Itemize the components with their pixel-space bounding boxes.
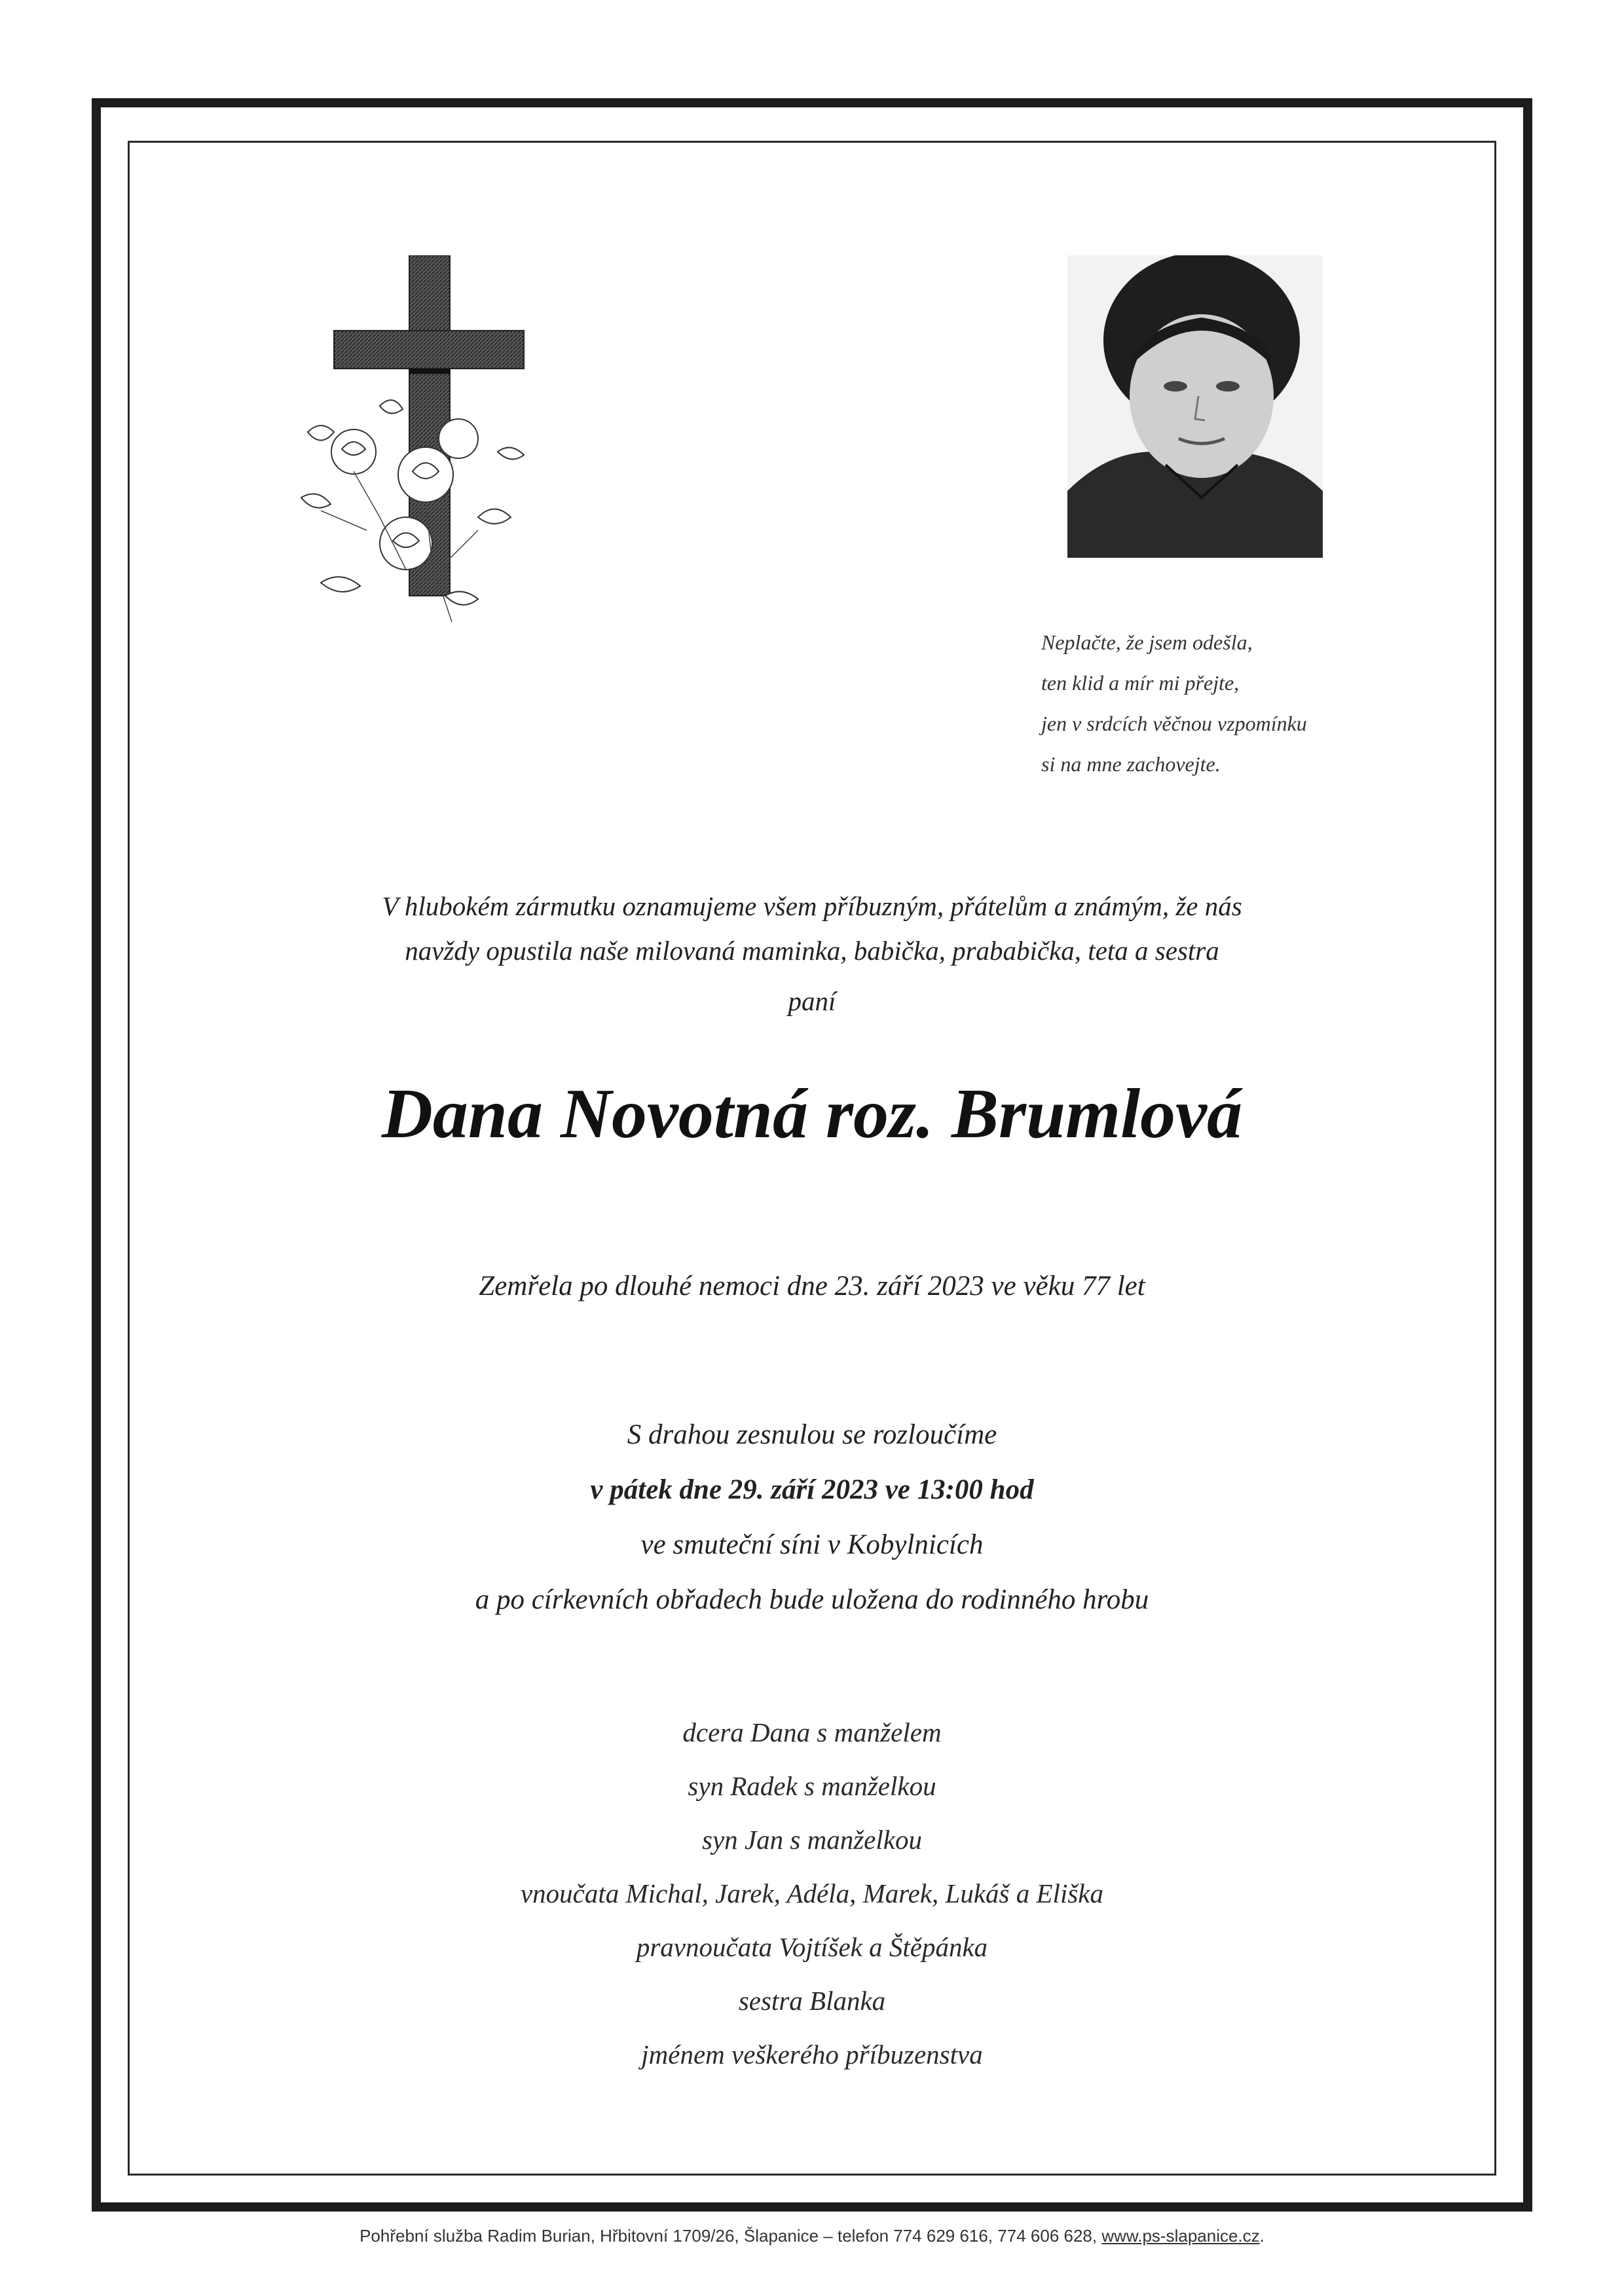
announcement-line: V hlubokém zármutku oznamujeme všem příbuzným, přátelům a známým, že nás (382, 891, 1242, 921)
footer-tail: . (1259, 2226, 1264, 2246)
mourner: syn Jan s manželkou (702, 1825, 922, 1855)
mourner: sestra Blanka (738, 1986, 886, 2016)
funeral-service-footer (131, 2226, 1493, 2246)
deceased-name: Dana Novotná roz. Brumlová (381, 1075, 1243, 1153)
announcement-line: navždy opustila naše milovaná maminka, babička, prababička, teta a sestra (405, 936, 1219, 966)
mourner: syn Radek s manželkou (688, 1771, 936, 1801)
poem-line: si na mne zachovejte. (1041, 752, 1221, 776)
death-info: Zemřela po dlouhé nemoci dne 23. září 2023 ve věku 77 let (479, 1271, 1145, 1302)
portrait-photo (1067, 255, 1323, 558)
poem-line: Neplačte, že jsem odešla, (1041, 630, 1253, 654)
farewell-date: v pátek dne 29. září 2023 ve 13:00 hod (590, 1474, 1034, 1505)
cross-with-roses-icon (282, 255, 544, 635)
poem (1041, 622, 1500, 784)
footer-website-link[interactable]: www.ps-slapanice.cz (1101, 2226, 1260, 2246)
farewell-line: a po církevních obřadech bude uložena do rodinného hrobu (475, 1584, 1149, 1615)
mourner: dcera Dana s manželem (682, 1717, 942, 1747)
mourner: vnoučata Michal, Jarek, Adéla, Marek, Lukáš a Eliška (520, 1878, 1103, 1908)
poem-line: ten klid a mír mi přejte, (1041, 671, 1240, 695)
footer-text: Pohřební služba Radim Burian, Hřbitovní 1709/26, Šlapanice – telefon 774 629 616, 774 606 628, (360, 2226, 1098, 2246)
mourner: pravnoučata Vojtíšek a Štěpánka (636, 1932, 988, 1962)
honorific: paní (788, 986, 836, 1016)
announcement (196, 884, 1428, 973)
farewell-info (196, 1408, 1428, 1628)
poem-line: jen v srdcích věčnou vzpomínku (1041, 712, 1307, 735)
farewell-line: S drahou zesnulou se rozloučíme (627, 1419, 997, 1450)
mourner: jménem veškerého příbuzenstva (641, 2039, 983, 2069)
mourners-list (196, 1705, 1428, 2081)
farewell-place: ve smuteční síni v Kobylnicích (640, 1529, 984, 1560)
